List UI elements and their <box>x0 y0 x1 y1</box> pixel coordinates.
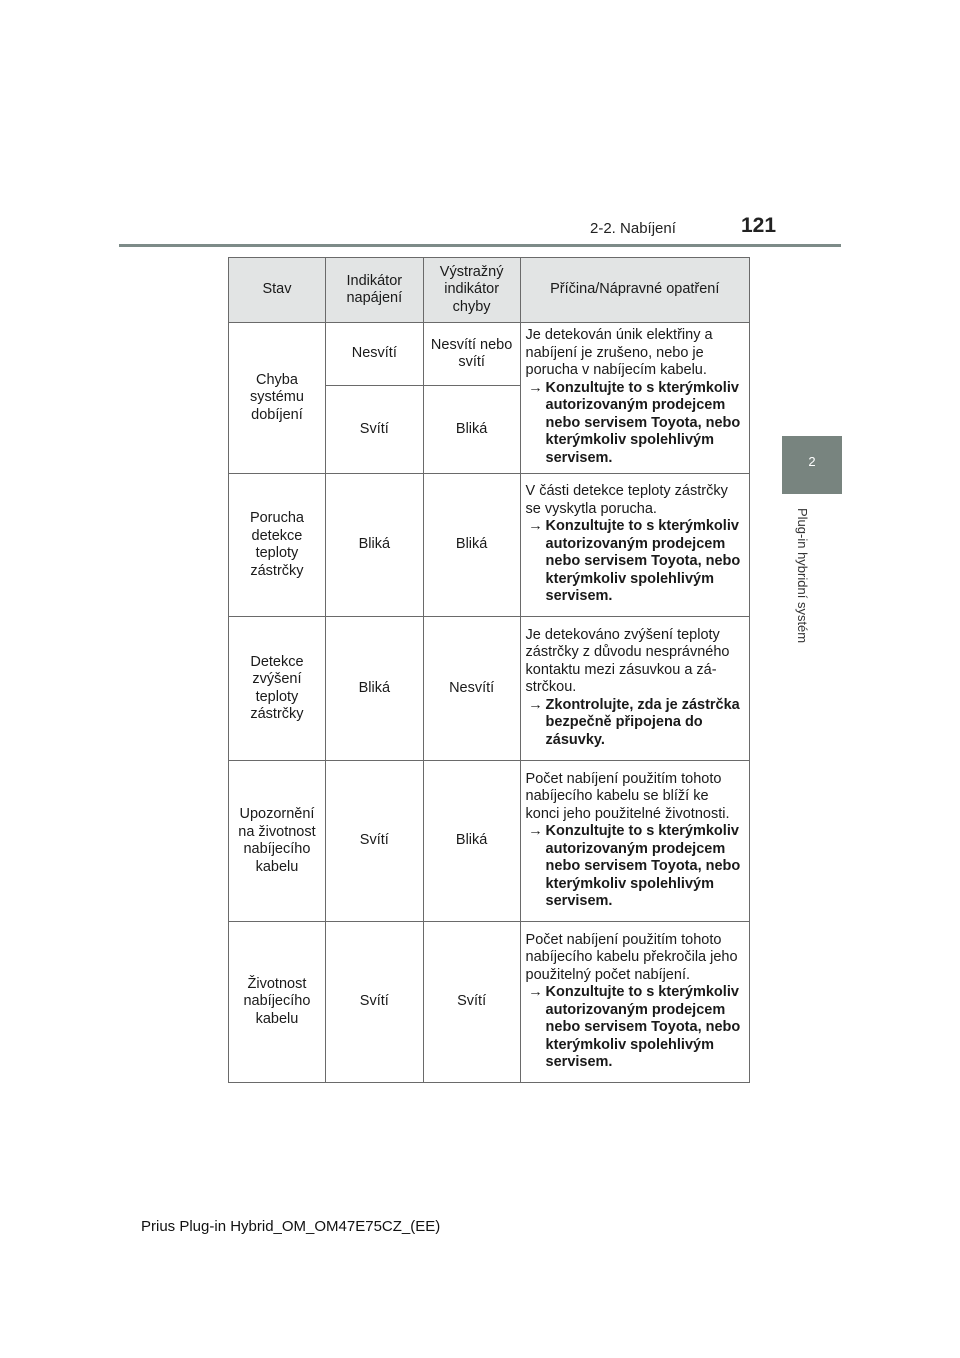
cell-stav: Porucha detekce teploty zástrčky <box>229 474 326 617</box>
header-vystrazny-indikator: Výstražný indikátor chyby <box>423 258 520 323</box>
table-row <box>229 474 750 617</box>
cell-chyba: Bliká <box>423 474 520 617</box>
charging-status-table <box>228 257 750 1083</box>
cell-napajeni: Bliká <box>325 617 423 761</box>
cell-napajeni: Nesvítí <box>325 323 423 386</box>
cell-chyba: Nesvítí <box>423 617 520 761</box>
header-divider <box>119 244 841 247</box>
section-title: 2-2. Nabíjení <box>590 220 676 237</box>
cell-pricina <box>520 323 749 474</box>
action-text: → Konzultujte to s kterýmkoliv autorizovaným prodejcem nebo servisem Toyota, nebo kterýmkoliv spolehlivým servisem. <box>526 823 743 911</box>
cell-chyba: Svítí <box>423 922 520 1083</box>
cell-napajeni: Svítí <box>325 386 423 474</box>
action-text: → Konzultujte to s kterýmkoliv autorizovaným prodejcem nebo servisem Toyota, nebo kterýmkoliv spolehlivým servisem. <box>526 984 743 1072</box>
cell-stav: Chyba systému dobíjení <box>229 323 326 474</box>
page-number: 121 <box>741 214 777 237</box>
cell-pricina <box>520 761 749 922</box>
table-header-row <box>229 258 750 323</box>
arrow-icon: → <box>528 379 543 396</box>
cause-text: Je detekován únik elektřiny a nabíjení je zrušeno, nebo je porucha v nabíjecím kabelu. <box>525 327 713 378</box>
cell-napajeni: Bliká <box>325 474 423 617</box>
table-row <box>229 761 750 922</box>
table-row <box>229 323 750 386</box>
cell-stav: Detekce zvýšení teploty zástrčky <box>229 617 326 761</box>
cell-stav: Životnost nabíjecího kabelu <box>229 922 326 1083</box>
cell-chyba: Nesvítí nebo svítí <box>423 323 520 386</box>
cause-text: Je detekováno zvýšení teploty zástrčky z důvodu nesprávného kontaktu mezi zásuvkou a zástrčkou. <box>525 626 730 696</box>
chapter-number: 2 <box>808 454 816 469</box>
cell-napajeni: Svítí <box>325 761 423 922</box>
action-text: → Konzultujte to s kterýmkoliv autorizovaným prodejcem nebo servisem Toyota, nebo kterýmkoliv spolehlivým servisem. <box>526 380 743 468</box>
action-text: → Zkontrolujte, zda je zástrčka bezpečně připojena do zásuvky. <box>526 697 743 750</box>
chapter-label: Plug-in hybridní systém <box>795 508 810 644</box>
cell-chyba: Bliká <box>423 386 520 474</box>
cell-chyba: Bliká <box>423 761 520 922</box>
header-indikator-napajeni: Indikátor napájení <box>325 258 423 323</box>
cell-pricina <box>520 474 749 617</box>
cause-text: Počet nabíjení použitím tohoto nabíjecího kabelu se blíží ke konci jeho použitelné životnosti. <box>525 770 730 822</box>
cause-text: V části detekce teploty zástrčky se vyskytla porucha. <box>525 483 728 517</box>
cell-napajeni: Svítí <box>325 922 423 1083</box>
table-row <box>229 922 750 1083</box>
arrow-icon: → <box>528 518 543 535</box>
cell-stav: Upozornění na životnost nabíjecího kabelu <box>229 761 326 922</box>
table-row <box>229 617 750 761</box>
arrow-icon: → <box>528 984 543 1000</box>
header-pricina: Příčina/Nápravné opatření <box>520 258 749 323</box>
action-text: → Konzultujte to s kterýmkoliv autorizovaným prodejcem nebo servisem Toyota, nebo kterýmkoliv spolehlivým servisem. <box>526 518 743 606</box>
cell-pricina <box>520 617 749 761</box>
cell-pricina <box>520 922 749 1083</box>
document-footer: Prius Plug-in Hybrid_OM_OM47E75CZ_(EE) <box>141 1218 441 1235</box>
arrow-icon: → <box>528 823 543 839</box>
cause-text: Počet nabíjení použitím tohoto nabíjecího kabelu překročila jeho použitelný počet nabíjení. <box>525 931 738 983</box>
arrow-icon: → <box>528 696 543 713</box>
chapter-tab <box>782 436 842 494</box>
header-stav: Stav <box>229 258 326 323</box>
